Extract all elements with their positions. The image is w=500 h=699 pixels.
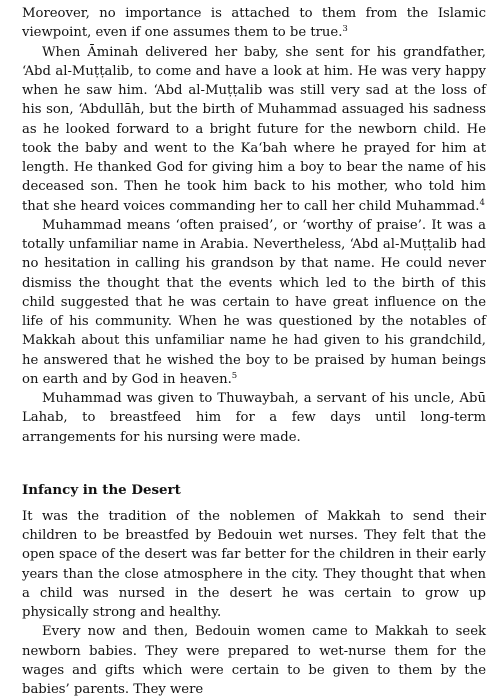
paragraph — [22, 507, 486, 623]
paragraph — [22, 389, 486, 447]
paragraph-text: Muhammad means ‘often praised’, or ‘worthy of praise’. It was a totally unfamiliar name in Arabia. Nevertheless, ‘Abd al-Muṭṭalib had no hesitation in calling his grandson by that name. He could never dismiss the thought that the events which led to the birth of this child suggested that he was certain to have great influence on the life of his community. When he was questioned by the notables of Makkah about this unfamiliar name he had given to his grandchild, he answered that he wished the boy to be praised by human beings on earth and by God in heaven. — [22, 217, 486, 387]
paragraph — [22, 216, 486, 389]
footnote-marker: 4 — [479, 197, 485, 208]
paragraph — [22, 4, 486, 43]
footnote-marker: 3 — [342, 24, 348, 35]
paragraph-text: Every now and then, Bedouin women came to Makkah to seek newborn babies. They were prepared to wet-nurse them for the wages and gifts which were certain to be given to them by the babies’ parents. They were — [22, 624, 486, 697]
paragraph-text: Moreover, no importance is attached to them from the Islamic viewpoint, even if one assumes them to be true. — [22, 6, 486, 41]
paragraph — [22, 43, 486, 216]
section-heading: Infancy in the Desert — [22, 481, 181, 498]
section-before — [22, 4, 486, 447]
paragraph-text: Muhammad was given to Thuwaybah, a servant of his uncle, Abū Lahab, to breastfeed him for a few days until long-term arrangements for his nursing were made. — [22, 391, 486, 445]
book-page — [22, 4, 486, 699]
paragraph-text: It was the tradition of the noblemen of Makkah to send their children to be breastfed by Bedouin wet nurses. They felt that the open space of the desert was far better for the children in their early years than the close atmosphere in the city. They thought that when a child was nursed in the desert he was certain to grow up physically strong and healthy. — [22, 508, 486, 620]
footnote-marker: 5 — [231, 370, 238, 381]
section-after — [22, 507, 486, 699]
paragraph-text: When Āminah delivered her baby, she sent for his grandfather, ‘Abd al-Muṭṭalib, to come and have a look at him. He was very happy when he saw him. ‘Abd al-Muṭṭalib was still very sad at the loss of his son, ‘Abdullāh, but the birth of Muhammad assuaged his sadness as he looked forward to a bright future for the newborn child. He took the baby and went to the Ka‘bah where he prayed for him at length. He thanked God for giving him a boy to bear the name of his deceased son. Then he took him back to his mother, who told him that she heard voices commanding her to call her child Muhammad. — [22, 44, 486, 214]
paragraph — [22, 622, 486, 699]
